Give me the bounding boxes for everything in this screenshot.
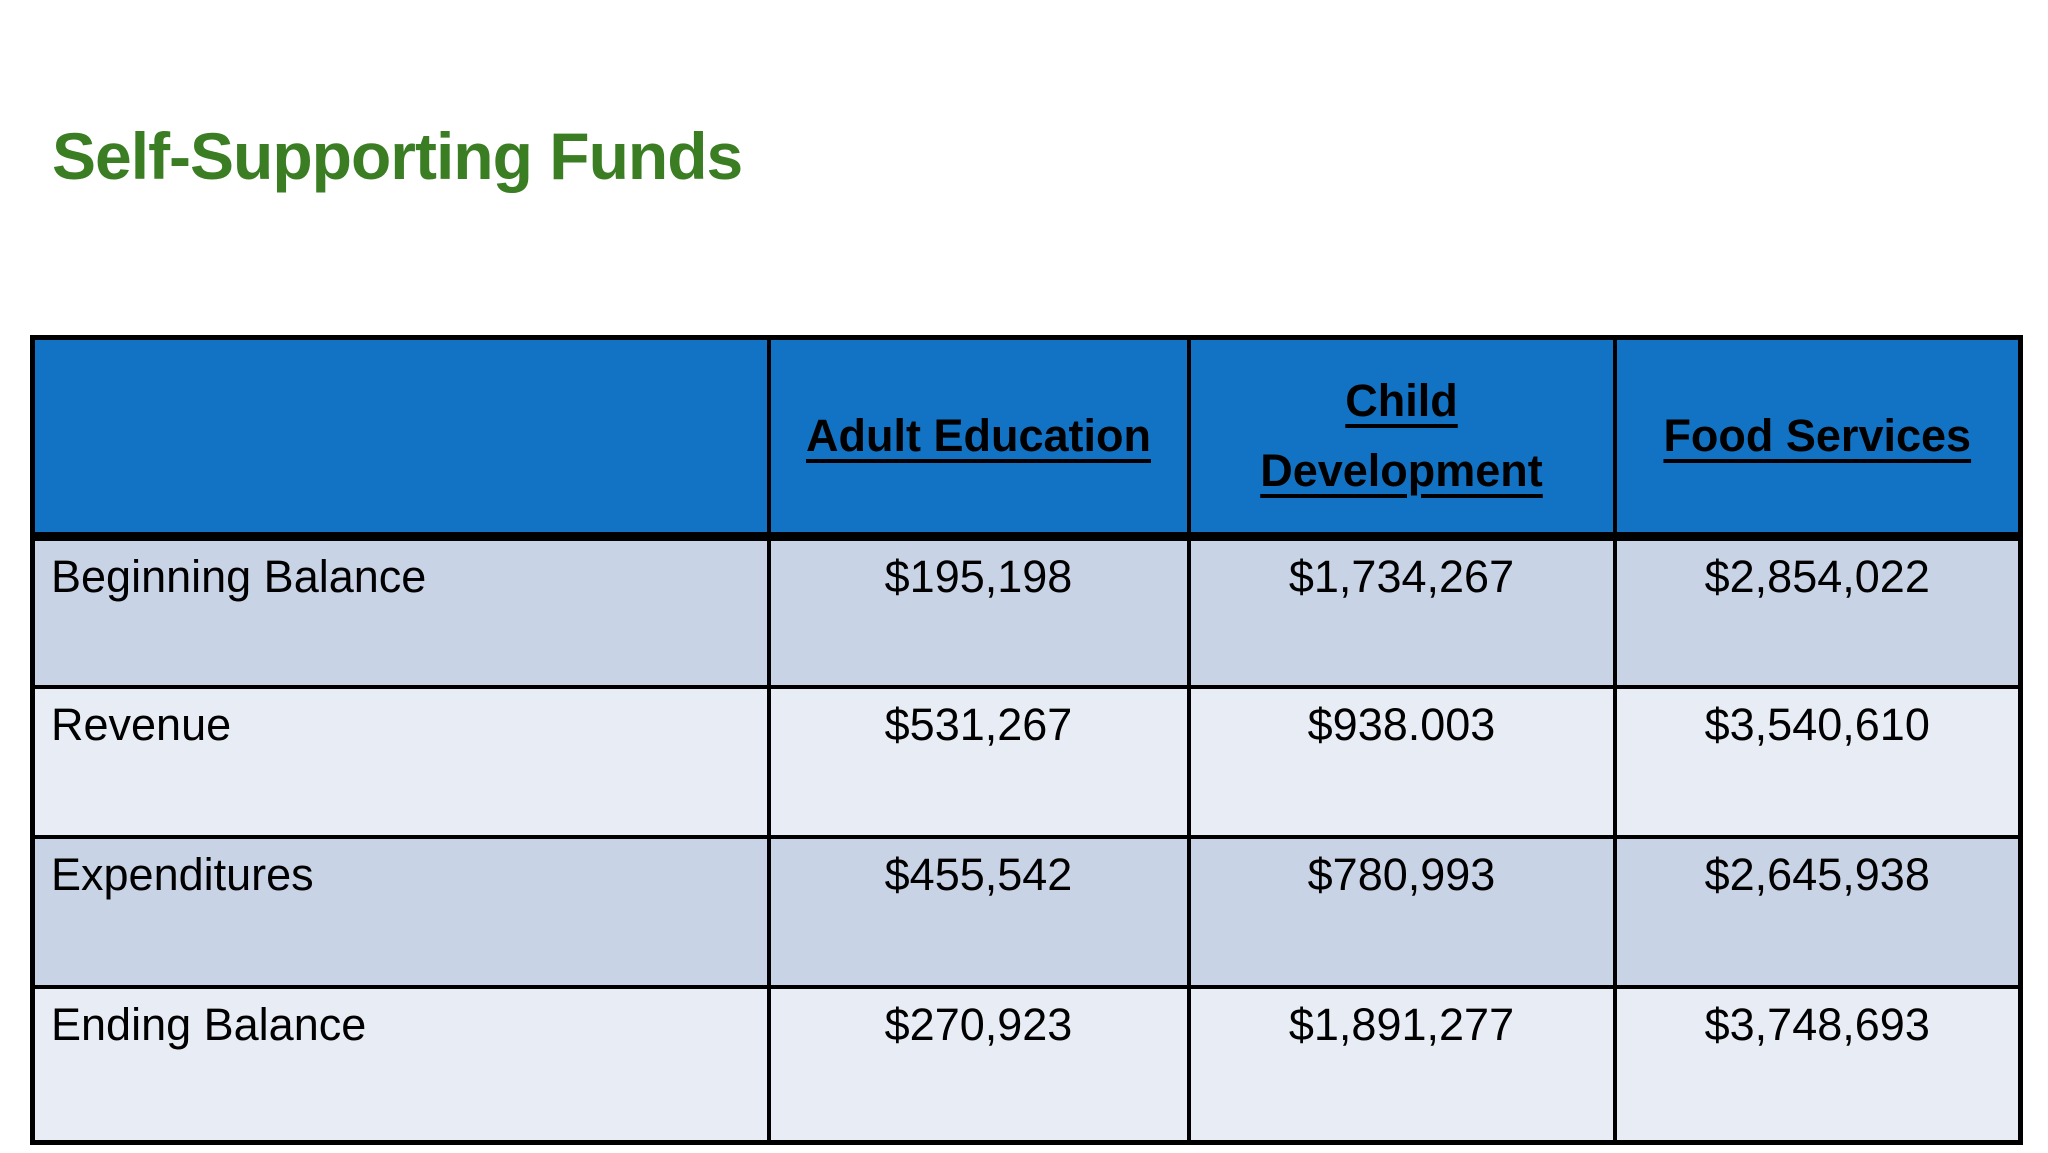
table-row-ending-balance [33, 987, 2021, 1143]
cell-value: $1,734,267 [1189, 537, 1615, 687]
table-row-expenditures [33, 837, 2021, 987]
cell-value: $270,923 [769, 987, 1189, 1143]
cell-value: $780,993 [1189, 837, 1615, 987]
cell-value: $3,540,610 [1615, 687, 2021, 837]
funds-table [30, 335, 2023, 1145]
row-label: Ending Balance [33, 987, 769, 1143]
cell-value: $531,267 [769, 687, 1189, 837]
header-row [33, 338, 2021, 537]
column-header-food-services: Food Services [1615, 338, 2021, 537]
column-header-child-development: Child Development [1189, 338, 1615, 537]
table-row-revenue [33, 687, 2021, 837]
header-empty-cell [33, 338, 769, 537]
cell-value: $3,748,693 [1615, 987, 2021, 1143]
cell-value: $455,542 [769, 837, 1189, 987]
cell-value: $1,891,277 [1189, 987, 1615, 1143]
cell-value: $2,854,022 [1615, 537, 2021, 687]
row-label: Beginning Balance [33, 537, 769, 687]
column-header-adult-education: Adult Education [769, 338, 1189, 537]
page-title: Self-Supporting Funds [52, 119, 743, 193]
cell-value: $195,198 [769, 537, 1189, 687]
cell-value: $2,645,938 [1615, 837, 2021, 987]
table-row-beginning-balance [33, 537, 2021, 687]
row-label: Expenditures [33, 837, 769, 987]
row-label: Revenue [33, 687, 769, 837]
cell-value: $938.003 [1189, 687, 1615, 837]
